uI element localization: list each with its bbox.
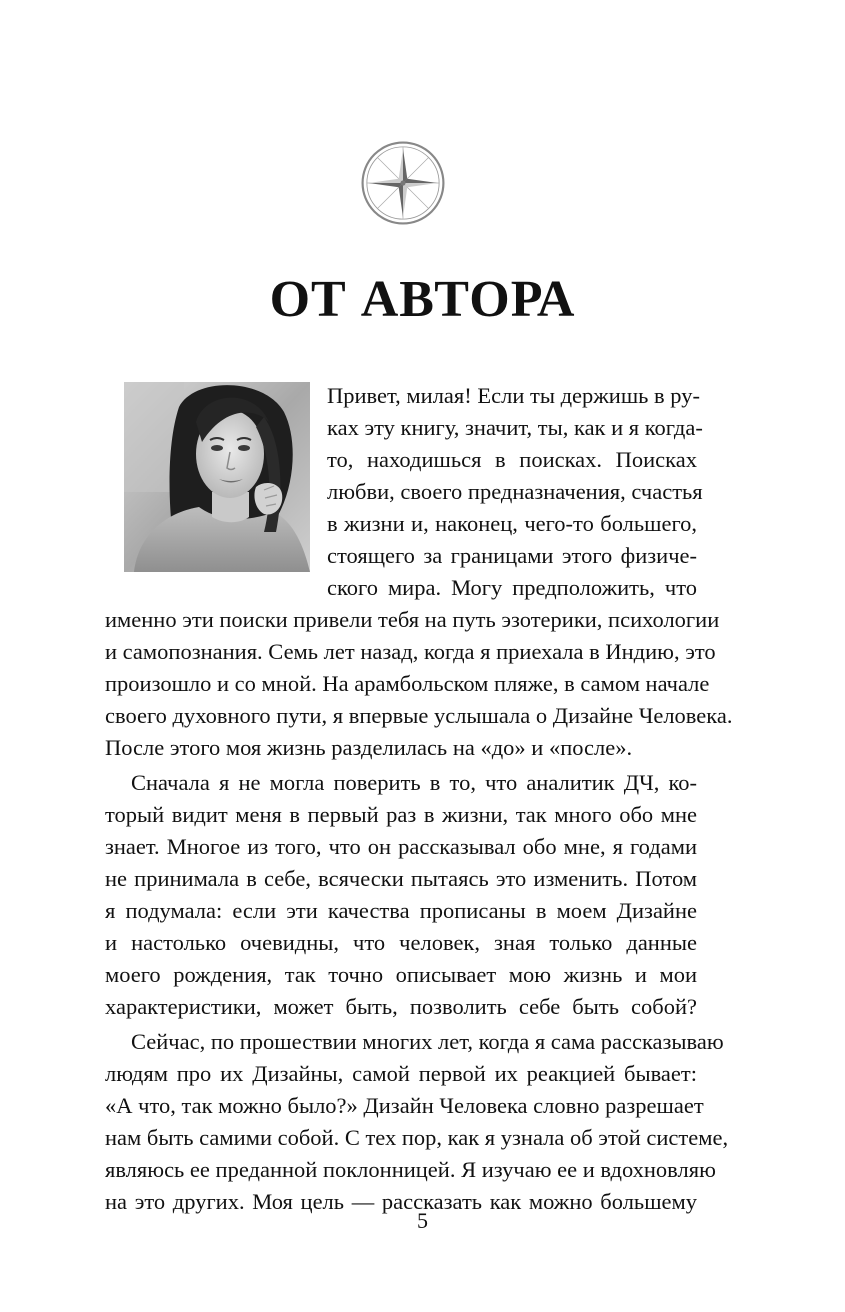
text-line: торый видит меня в первый раз в жизни, так много обо мне xyxy=(105,802,697,827)
author-photo xyxy=(124,382,310,572)
text-line: характеристики, может быть, позволить себе быть собой? xyxy=(105,994,697,1019)
text-line: нам быть самими собой. С тех пор, как я узнала об этой системе, xyxy=(105,1125,729,1150)
text-line: именно эти поиски привели тебя на путь эзотерики, психологии xyxy=(105,607,720,632)
text-line: После этого моя жизнь разделилась на «до» и «после». xyxy=(105,735,633,760)
text-line: и самопознания. Семь лет назад, когда я приехала в Индию, это xyxy=(105,639,716,664)
text-line: и настолько очевидны, что человек, зная только данные xyxy=(105,930,697,955)
text-line: в жизни и, наконец, чего-то большего, xyxy=(327,511,697,536)
text-line: ках эту книгу, значит, ты, как и я когда- xyxy=(327,415,703,440)
text-line: являюсь ее преданной поклонницей. Я изучаю ее и вдохновляю xyxy=(105,1157,716,1182)
text-line: Сейчас, по прошествии многих лет, когда я сама рассказываю xyxy=(131,1029,724,1054)
compass-rose-icon xyxy=(360,140,446,226)
text-line: Привет, милая! Если ты держишь в ру- xyxy=(327,383,700,408)
text-line: знает. Многое из того, что он рассказывал обо мне, я годами xyxy=(105,834,697,859)
text-line: я подумала: если эти качества прописаны в моем Дизайне xyxy=(105,898,697,923)
text-line: ского мира. Могу предположить, что xyxy=(327,575,697,600)
page-title: ОТ АВТОРА xyxy=(269,271,576,328)
text-line: стоящего за границами этого физиче- xyxy=(327,543,697,568)
text-line: любви, своего предназначения, счастья xyxy=(327,479,703,504)
text-line: произошло и со мной. На арамбольском пляже, в самом начале xyxy=(105,671,710,696)
text-line: своего духовного пути, я впервые услышала о Дизайне Человека. xyxy=(105,703,733,728)
text-line: Сначала я не могла поверить в то, что аналитик ДЧ, ко- xyxy=(131,770,697,795)
text-line: на это других. Моя цель — рассказать как можно большему xyxy=(105,1189,697,1214)
text-line: «А что, так можно было?» Дизайн Человека словно разрешает xyxy=(105,1093,704,1118)
text-line: не принимала в себе, всячески пытаясь это изменить. Потом xyxy=(105,866,697,891)
page-number: 5 xyxy=(417,1208,428,1233)
text-line: то, находишься в поисках. Поисках xyxy=(327,447,697,472)
text-line: людям про их Дизайны, самой первой их реакцией бывает: xyxy=(105,1061,697,1086)
text-line: моего рождения, так точно описывает мою жизнь и мои xyxy=(105,962,697,987)
